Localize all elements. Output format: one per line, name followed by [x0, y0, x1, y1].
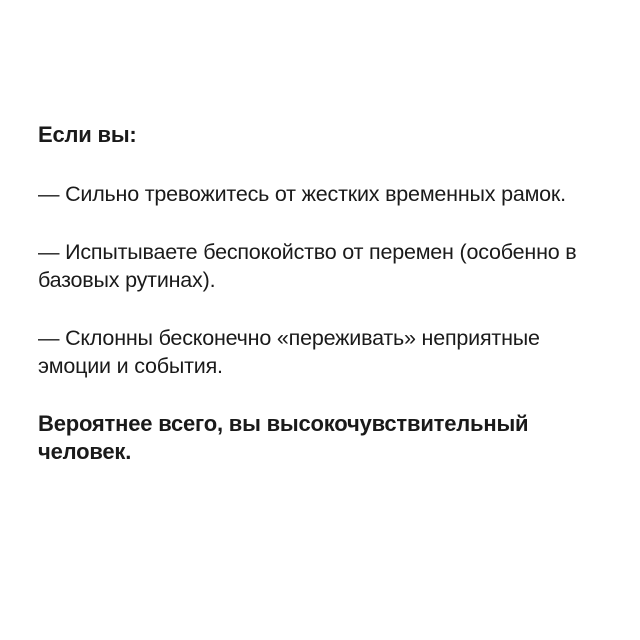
- list-item-3: — Склонны бесконечно «переживать» неприятные эмоции и события.: [38, 326, 540, 378]
- list-item-1: — Сильно тревожитесь от жестких временных рамок.: [38, 182, 566, 206]
- list-item-2: — Испытываете беспокойство от перемен (особенно в базовых рутинах).: [38, 240, 577, 292]
- heading: Если вы:: [38, 122, 137, 147]
- conclusion: Вероятнее всего, вы высокочувствительный человек.: [38, 411, 529, 464]
- text-card: [38, 120, 608, 466]
